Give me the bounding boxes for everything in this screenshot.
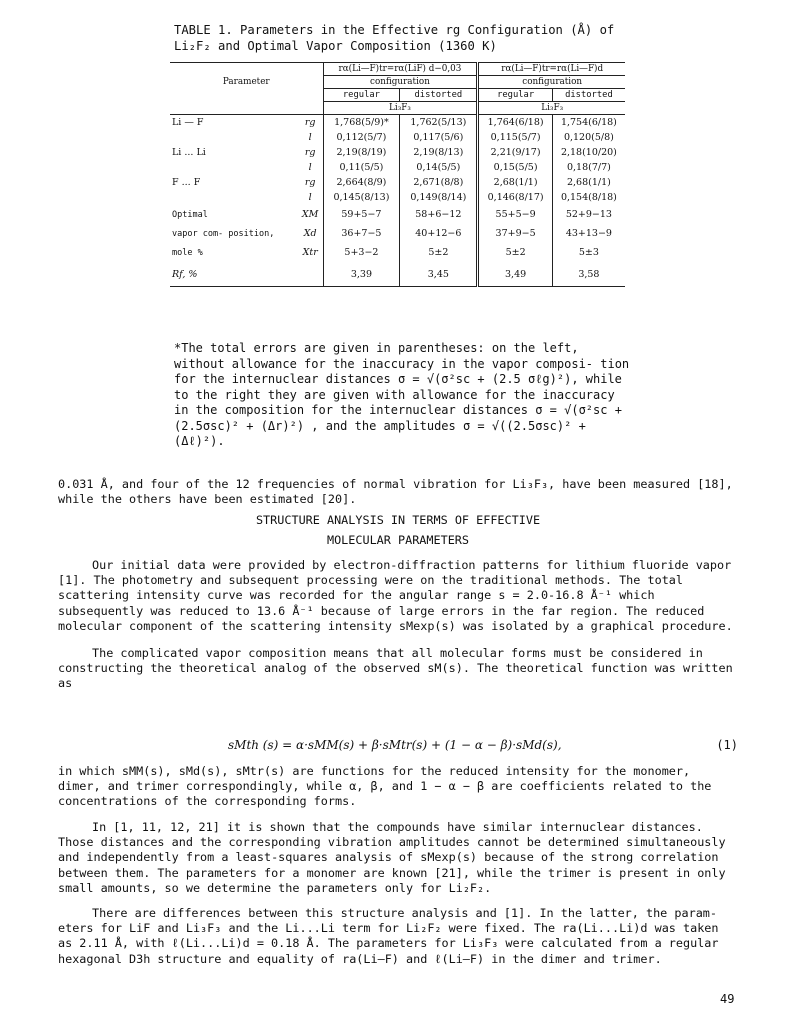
col-distorted-2: distorted	[552, 89, 625, 102]
group1-sub: configuration	[323, 76, 478, 89]
table-cell: 0,120(5/8)	[552, 130, 625, 145]
row-param	[170, 190, 298, 205]
group2-title: rα(Li—F)tr=rα(Li—F)d	[478, 63, 625, 76]
row-param: vapor com- position,	[172, 228, 275, 239]
row-param: F ... F	[172, 177, 201, 188]
table-cell: 5±2	[400, 243, 478, 262]
param-header: Parameter	[170, 63, 323, 102]
row-param: mole %	[172, 247, 203, 258]
table-cell: 43+13−9	[552, 224, 625, 243]
table-cell: 0,115(5/7)	[478, 130, 552, 145]
paragraph-4: In [1, 11, 12, 21] it is shown that the compounds have similar internuclear distances. Those distances and the corresponding vibration amplitudes cannot be determined simultaneously and independently from a least-squares analysis of sMexp(s) because of the strong correlation between them. The parameters for a monomer are known [21], while the trimer is present in only small amounts, so we determine the parameters only for Li₂F₂.	[58, 820, 726, 895]
table-cell: 59+5−7	[323, 205, 400, 224]
paragraph-2: The complicated vapor composition means that all molecular forms must be considered in constructing the theoretical analog of the observed sM(s). The theoretical function was written as	[58, 646, 733, 691]
table-cell: 2,19(8/19)	[323, 145, 400, 160]
section-heading-1: STRUCTURE ANALYSIS IN TERMS OF EFFECTIVE	[255, 513, 541, 527]
table-cell: 2,19(8/13)	[400, 145, 478, 160]
table-row	[170, 175, 625, 190]
table-cell: 0,145(8/13)	[323, 190, 400, 205]
row-symbol: l	[308, 162, 312, 173]
row-symbol: l	[308, 192, 312, 203]
rf-value: 3,39	[323, 262, 400, 287]
table-cell: 0,15(5/5)	[478, 160, 552, 175]
table-cell: 58+6−12	[400, 205, 478, 224]
molecule-label-1: Li₃F₃	[323, 102, 478, 115]
table-cell: 36+7−5	[323, 224, 400, 243]
table-cell: 2,18(10/20)	[552, 145, 625, 160]
rf-value: 3,45	[400, 262, 478, 287]
row-symbol: rg	[304, 117, 316, 128]
col-distorted-1: distorted	[400, 89, 478, 102]
table-cell: 55+5−9	[478, 205, 552, 224]
table-row	[170, 224, 625, 243]
rf-label: Rf, %	[170, 262, 298, 287]
col-regular-2: regular	[478, 89, 552, 102]
table-cell: 0,112(5/7)	[323, 130, 400, 145]
rf-value: 3,58	[552, 262, 625, 287]
row-symbol: l	[308, 132, 312, 143]
paragraph-3: in which sMM(s), sMd(s), sMtr(s) are functions for the reduced intensity for the monomer, dimer, and trimer correspondingly, while α, β, and 1 − α − β are coefficients related to the concentrations of the corresponding forms.	[58, 764, 712, 809]
table-row	[170, 190, 625, 205]
row-param	[170, 130, 298, 145]
table-cell: 0,14(5/5)	[400, 160, 478, 175]
paragraph-1: Our initial data were provided by electron-diffraction patterns for lithium fluoride vapor [1]. The photometry and subsequent processing were on the traditional methods. The total scattering intensity curve was recorded for the angular range s = 2.0-16.8 Å⁻¹ which subsequently was reduced to 13.6 Å⁻¹ because of large errors in the far region. The reduced molecular component of the scattering intensity sMexp(s) was isolated by a graphical procedure.	[58, 558, 733, 633]
table-cell: 0,146(8/17)	[478, 190, 552, 205]
row-symbol: XM	[301, 209, 319, 220]
table-cell: 1,762(5/13)	[400, 115, 478, 131]
table-row	[170, 145, 625, 160]
row-symbol: rg	[304, 177, 316, 188]
table-cell: 40+12−6	[400, 224, 478, 243]
table-row	[170, 115, 625, 131]
row-param: Li ... Li	[172, 147, 206, 158]
table-cell: 5±2	[478, 243, 552, 262]
table-cell: 5±3	[552, 243, 625, 262]
row-symbol: Xtr	[302, 247, 318, 258]
table-caption: TABLE 1. Parameters in the Effective rg Configuration (Å) of Li₂F₂ and Optimal Vapor Composition (1360 K)	[174, 23, 615, 53]
table-cell: 2,68(1/1)	[478, 175, 552, 190]
table-cell: 0,149(8/14)	[400, 190, 478, 205]
group2-sub: configuration	[478, 76, 625, 89]
table-cell: 1,754(6/18)	[552, 115, 625, 131]
table-cell: 2,664(8/9)	[323, 175, 400, 190]
table-cell: 52+9−13	[552, 205, 625, 224]
equation-text: sMth (s) = α·sMM(s) + β·sMtr(s) + (1 − α − β)·sMd(s),	[228, 738, 562, 752]
parameters-table	[170, 62, 625, 287]
row-param: Li — F	[172, 117, 204, 128]
rf-value: 3,49	[478, 262, 552, 287]
table-cell: 0,117(5/6)	[400, 130, 478, 145]
table-cell: 0,154(8/18)	[552, 190, 625, 205]
group1-title: rα(Li—F)tr=rα(LiF) d−0,03	[323, 63, 478, 76]
table-row	[170, 243, 625, 262]
row-symbol: Xd	[303, 228, 317, 239]
table-cell: 1,764(6/18)	[478, 115, 552, 131]
table-cell: 5+3−2	[323, 243, 400, 262]
table-row	[170, 205, 625, 224]
row-param: Optimal	[172, 209, 208, 220]
col-regular-1: regular	[323, 89, 400, 102]
table-cell: 37+9−5	[478, 224, 552, 243]
table-cell: 2,671(8/8)	[400, 175, 478, 190]
table-footnote: *The total errors are given in parentheses: on the left, without allowance for the inaccuracy in the vapor composi- tion for the internuclear distances σ = √(σ²sc + (2.5 σℓg)²), while to the right they are given with allowance for the inaccuracy in the composition for the internuclear distances σ = √(σ²sc + (2.5σsc)² + (Δr)²) , and the amplitudes σ = √((2.5σsc)² + (Δℓ)²).	[174, 341, 630, 448]
table-cell: 1,768(5/9)*	[323, 115, 400, 131]
paragraph-0: 0.031 Å, and four of the 12 frequencies of normal vibration for Li₃F₃, have been measured [18], while the others have been estimated [20].	[58, 477, 733, 507]
row-param	[170, 160, 298, 175]
table-cell: 0,18(7/7)	[552, 160, 625, 175]
page-number: 49	[720, 992, 735, 1006]
paragraph-5: There are differences between this structure analysis and [1]. In the latter, the param- eters for LiF and Li₃F₃ and the Li...Li term for Li₂F₂ were fixed. The ra(Li...Li)d was taken as 2.11 Å, with ℓ(Li...Li)d = 0.18 Å. The parameters for Li₃F₃ were calculated from a regular hexagonal D3h structure and equality of ra(Li—F) and ℓ(Li—F) in the dimer and trimer.	[58, 906, 719, 966]
molecule-label-2: Li₃F₃	[478, 102, 625, 115]
equation-number: (1)	[716, 738, 738, 752]
table-cell: 2,68(1/1)	[552, 175, 625, 190]
table-cell: 2,21(9/17)	[478, 145, 552, 160]
table-row	[170, 160, 625, 175]
table-cell: 0,11(5/5)	[323, 160, 400, 175]
table-row	[170, 130, 625, 145]
section-heading-2: MOLECULAR PARAMETERS	[326, 533, 470, 547]
row-symbol: rg	[304, 147, 316, 158]
